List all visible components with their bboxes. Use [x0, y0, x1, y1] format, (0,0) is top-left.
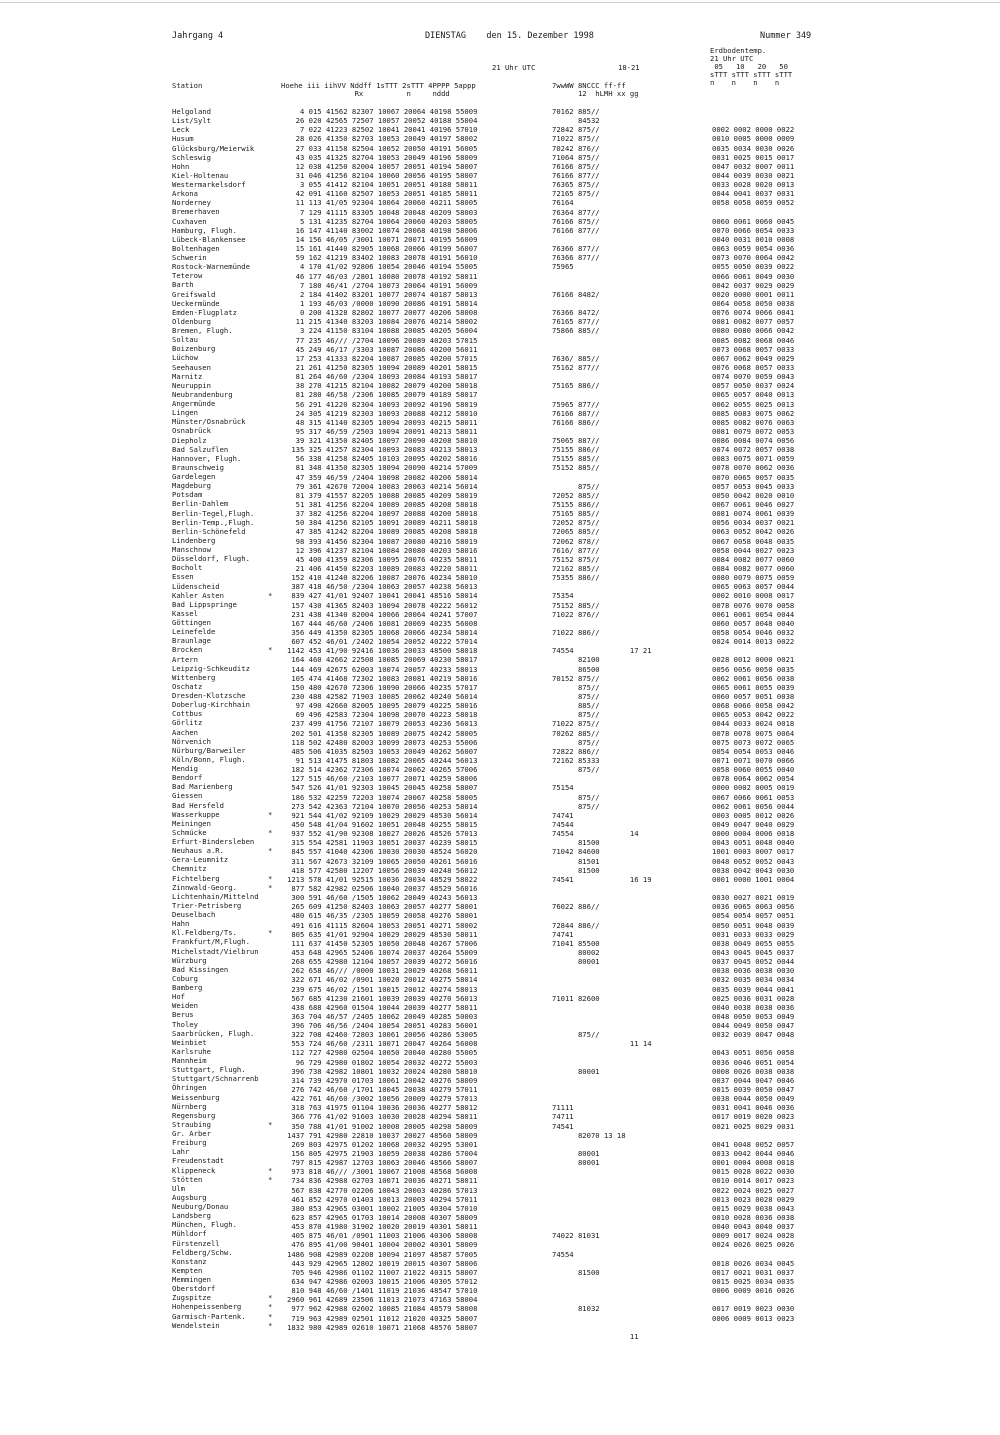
station-name: Straubing — [172, 1119, 211, 1129]
mountain-marker — [268, 983, 272, 992]
mountain-marker: * — [268, 1302, 273, 1312]
mountain-marker — [268, 700, 272, 709]
station-name: Stuttgart, Flugh. — [172, 1065, 246, 1075]
mountain-marker — [268, 116, 272, 125]
mountain-marker — [268, 1138, 272, 1147]
mountain-marker — [268, 1184, 272, 1193]
station-name: Düsseldorf, Flugh. — [172, 554, 250, 564]
station-name: Bamberg — [172, 983, 203, 992]
mountain-marker — [268, 1102, 272, 1111]
station-name: Saarbrücken, Flugh. — [172, 1028, 255, 1038]
mountain-marker — [268, 125, 272, 134]
station-name: Konstanz — [172, 1256, 207, 1266]
mountain-marker — [268, 1047, 272, 1056]
station-name: Gera-Leumnitz — [172, 855, 229, 865]
mountain-marker — [268, 718, 272, 727]
station-name: Oschatz — [172, 681, 203, 691]
station-name: Magdeburg — [172, 481, 211, 491]
station-name: Artern — [172, 654, 198, 664]
station-name: Oldenburg — [172, 316, 211, 326]
station-name: Bocholt — [172, 563, 203, 573]
mountain-marker — [268, 618, 272, 627]
mountain-marker — [268, 910, 272, 919]
station-name: Neuhaus a.R. — [172, 846, 224, 856]
mountain-marker — [268, 335, 272, 344]
station-name: Boltenhagen — [172, 243, 220, 253]
station-name: Schwerin — [172, 253, 207, 262]
station-name: Nürnberg — [172, 1101, 207, 1111]
mountain-marker — [268, 1193, 272, 1202]
station-name: Karlsruhe — [172, 1046, 211, 1056]
weather-header-row1: 7wwWW 8NCCC ff-ff — [552, 81, 626, 90]
mountain-marker — [268, 782, 272, 791]
mountain-marker — [268, 600, 272, 609]
mountain-marker — [268, 609, 272, 618]
station-name: Klippeneck — [172, 1165, 216, 1175]
station-name: Kiel-Holtenau — [172, 170, 229, 180]
station-name: Cuxhaven — [172, 216, 207, 226]
station-name: Leck — [172, 125, 190, 135]
mountain-marker — [268, 481, 272, 490]
mountain-marker — [268, 162, 272, 171]
station-name: Lindenberg — [172, 535, 216, 545]
station-name: Erfurt-Bindersleben — [172, 837, 255, 846]
mountain-marker — [268, 372, 272, 381]
mountain-marker — [268, 235, 272, 244]
station-name: Kahler Asten — [172, 590, 224, 600]
mountain-marker — [268, 472, 272, 481]
station-column — [172, 107, 259, 1330]
mountain-marker — [268, 107, 272, 116]
station-name: Helgoland — [172, 107, 211, 116]
mountain-marker — [268, 180, 272, 189]
mountain-marker — [268, 271, 272, 280]
mountain-marker — [268, 1056, 272, 1065]
obs-time-label: 21 Uhr UTC — [492, 63, 536, 72]
mountain-marker — [268, 217, 272, 226]
station-name: Ulm — [172, 1183, 185, 1193]
code-header-row1: Hoehe iii iihVV Nddff 1sTTT 2sTTT 4PPPP 5appp — [281, 81, 476, 90]
mountain-marker — [268, 244, 272, 253]
station-name: Memmingen — [172, 1275, 211, 1284]
mountain-marker — [268, 1083, 272, 1092]
station-name: Neubrandenburg — [172, 389, 233, 399]
mountain-marker: * — [268, 1174, 273, 1184]
mountain-marker — [268, 171, 272, 180]
station-name: Berlin-Dahlem — [172, 499, 229, 509]
station-name: Lüdenscheid — [172, 581, 220, 591]
mountain-marker — [268, 1111, 272, 1120]
station-name: Berlin-Temp.,Flugh. — [172, 517, 255, 527]
station-name: Norderney — [172, 198, 211, 208]
mountain-marker — [268, 554, 272, 563]
station-name: Osnabrück — [172, 426, 211, 436]
station-name: Mendig — [172, 764, 198, 773]
mountain-marker — [268, 144, 272, 153]
station-name: Bad Salzuflen — [172, 444, 229, 454]
mountain-marker: * — [268, 1119, 273, 1129]
station-name: Teterow — [172, 271, 203, 281]
station-name: Arkona — [172, 189, 198, 199]
mountain-marker — [268, 399, 272, 408]
station-name: Wasserkuppe — [172, 809, 220, 819]
mountain-marker — [268, 436, 272, 445]
mountain-marker — [268, 353, 272, 362]
mountain-marker — [268, 134, 272, 143]
station-name: Brocken — [172, 645, 203, 655]
mountain-marker: * — [268, 809, 273, 819]
station-name: München, Flugh. — [172, 1220, 237, 1230]
station-name: Barth — [172, 280, 194, 290]
station-name: Fürstenzell — [172, 1238, 220, 1248]
mountain-marker — [268, 1129, 272, 1138]
station-name: Marnitz — [172, 371, 203, 381]
mountain-marker — [268, 627, 272, 636]
station-name: Schmücke — [172, 827, 207, 837]
station-name: Mühldorf — [172, 1229, 207, 1239]
period-label: 18-21 — [618, 63, 640, 72]
mountain-marker — [268, 636, 272, 645]
mountain-marker — [268, 1147, 272, 1156]
mountain-marker — [268, 947, 272, 956]
station-name: Hohenpeissenberg — [172, 1302, 242, 1312]
mountain-marker — [268, 956, 272, 965]
mountain-marker — [268, 536, 272, 545]
mountain-marker — [268, 746, 272, 755]
mountain-marker: * — [268, 1165, 273, 1175]
station-name: Deuselbach — [172, 910, 216, 919]
issue-number: Nummer 349 — [760, 31, 812, 41]
mountain-marker: * — [268, 827, 273, 837]
mountain-marker — [268, 1156, 272, 1165]
station-name: Weinbiet — [172, 1037, 207, 1047]
code-header-row2: Rx n nddd — [281, 89, 450, 98]
volume-label: Jahrgang 4 — [172, 31, 224, 41]
mountain-marker — [268, 381, 272, 390]
station-name: Frankfurt/M,Flugh. — [172, 937, 250, 947]
station-name: Hof — [172, 992, 185, 1002]
mountain-marker — [268, 855, 272, 864]
station-name: Schleswig — [172, 152, 211, 162]
mountain-marker — [268, 189, 272, 198]
station-name: Fichtelberg — [172, 873, 220, 883]
mountain-marker — [268, 1029, 272, 1038]
mountain-marker — [268, 709, 272, 718]
mountain-marker — [268, 1220, 272, 1229]
issue-date: DIENSTAG den 15. Dezember 1998 — [425, 31, 594, 41]
mountain-marker — [268, 1284, 272, 1293]
mountain-marker — [268, 655, 272, 664]
station-name: Glücksburg/Meierwik — [172, 143, 255, 153]
mountain-marker — [268, 1202, 272, 1211]
station-name: Nürburg/Barweiler — [172, 745, 246, 755]
station-name: Göttingen — [172, 618, 211, 627]
station-name: Regensburg — [172, 1110, 216, 1120]
station-name: Tholey — [172, 1019, 198, 1029]
mountain-marker — [268, 1093, 272, 1102]
mountain-marker — [268, 965, 272, 974]
synop-code-column: 4 015 41562 82307 10067 20064 40198 55009 26 020 42565 72507 10057 20052 40188 55004 7 022 41223 82502 10041 20041 40196 57010 28 026 41350 82703 10053 20049 40197 58002 27 033 41158 82504 10052 20050 40191 56005 43 035 41325 82704 10053 20049 40196 58009 12 038 41250 82004 10057 20051 40194 58007 31 046 41256 82104 10060 20056 40195 58007 3 055 41412 82104 10051 20051 40188 58011 42 091 41160 82507 10053 20051 40185 58011 11 113 41/05 92304 10064 20060 40211 58005 7 129 41115 83305 10048 20048 40209 58003 5 131 41235 82704 10064 20060 40203 58005 16 147 41140 83002 10074 20068 40198 58006 14 156 46/05 /3001 10071 20071 40195 56009 15 161 41440 82905 10068 20066 40199 56007 59 162 41219 83402 10083 20078 40191 56010 4 170 41/02 92806 10054 20046 40194 55005 46 177 46/03 /2801 10080 20078 40192 58011 7 180 46/41 /2704 10073 20064 40191 56009 2 184 41402 83201 10077 20074 40187 58013 1 193 46/03 /0000 10090 20086 40191 58014 0 200 41328 82802 10077 20077 40206 58008 11 215 41340 83203 10084 20076 40214 58002 3 224 41150 83104 10088 20085 40205 56004 77 235 46/// /2704 10096 20089 40203 57015 45 249 46/17 /3303 10087 20086 40200 56011 17 253 41333 82204 10087 20085 40200 57015 21 261 41250 82305 10094 20089 40201 58015 81 264 46/60 /2304 10093 20084 40193 58017 38 270 41215 82104 10082 20079 40200 58018 81 280 46/58 /2306 10085 20079 40189 58017 56 291 41220 82304 10093 20092 40196 58019 24 305 41219 82303 10093 20088 40212 58010 48 315 41140 82305 10094 20093 40215 58011 95 317 46/59 /2503 10094 20091 40213 58011 39 321 41350 82405 10097 20090 40208 58010 135 325 41257 82304 10093 20083 40213 58013 56 338 41258 82405 10103 20095 40202 58016 81 348 41350 82305 10094 20090 40214 57009 47 359 46/59 /2404 10098 20082 40206 58014 79 361 42670 72004 10083 20063 40214 56014 81 379 41557 82205 10088 20085 40209 58019 51 381 41256 82204 10089 20085 40208 58018 37 382 41256 82204 10097 20088 40200 58018 50 384 41256 82105 10091 20089 40211 58018 47 385 41242 82204 10089 20085 40208 58018 98 393 41456 82304 10087 20080 40216 58019 12 396 41237 82104 10084 20080 40203 58016 45 400 41359 82306 10095 20076 40235 58011 21 406 41450 82203 10089 20083 40220 58011 152 410 41240 82206 10087 20076 40234 58010 387 418 46/50 /2304 10063 20057 40238 56013 839 427 41/01 92407 10041 20041 48516 58014 157 430 41365 82403 10094 20078 40222 56012 231 438 41340 82004 10066 20064 40241 57007 167 444 46/60 /2406 10081 20069 40235 56008 356 449 41350 82305 10068 20066 40234 58014 607 452 46/01 /2402 10054 20052 40222 57014 1142 453 41/90 92416 10036 20033 48500 58018 164 460 42662 22508 10085 20069 40230 58017 144 469 42675 62003 10074 20057 40233 58013 105 474 41468 72302 10083 20081 40219 58016 150 480 42670 72306 10090 20066 40235 57017 230 488 42582 71903 10085 20062 40240 56014 97 490 42660 82005 10095 20079 40225 58016 69 496 42583 72304 10098 20070 40223 58018 237 499 41756 72107 10079 20053 40236 56013 202 501 41358 82305 10089 20075 40242 58005 118 502 42480 82003 10099 20073 40253 55006 485 506 41035 82503 10053 20049 40262 56007 91 513 41475 81803 10082 20065 40244 56013 182 514 42362 72306 10074 20062 40265 57006 127 515 46/60 /2103 10077 20071 40259 58006 547 526 41/01 92303 10045 20045 40258 58007 186 532 42259 72203 10074 20067 40258 58005 273 542 42363 72104 10070 20056 40253 58014 921 544 41/02 92109 10029 20029 48530 56014 450 548 41/04 91602 10051 20048 40255 58015 937 552 41/90 92308 10027 20026 48526 57013 315 554 42581 11903 10051 20037 40239 58015 845 557 41040 42306 10030 20030 48524 56020 311 567 42673 32109 10065 20050 40261 56016 418 577 42580 12207 10056 20039 40248 56012 1213 578 41/01 92515 10036 20034 48529 58022 877 582 42982 02506 10040 20037 48529 56016 300 591 46/60 /1505 10062 20049 40243 56013 265 609 41250 82403 10063 20057 40277 58001 480 615 46/35 /2305 10059 20058 40276 58001 491 616 41115 82604 10053 20051 40271 58002 805 635 41/01 92904 10029 20029 48530 58011 111 637 41450 52305 10050 20048 40267 57006 453 648 42965 52406 10074 20037 40264 55009 268 655 42980 12104 10057 20039 40272 56016 262 658 46/// /0000 10031 20029 40268 56011 322 671 46/02 /0901 10020 20012 40275 58014 239 675 46/02 /1501 10015 20012 40274 58013 567 685 41230 21601 10039 20039 40270 56013 438 688 42960 01504 10044 20039 40277 58011 363 704 46/57 /2405 10062 20049 40285 50003 396 706 46/56 /2404 10054 20051 40283 56001 322 708 42460 72803 10061 20056 40286 53005 553 724 46/60 /2311 10071 20047 40264 56008 112 727 42980 02504 10050 20040 40280 55005 96 729 42980 01802 10054 20032 40272 55003 396 738 42982 10801 10032 20024 40280 58010 314 739 42970 01703 10061 20042 40276 58009 276 742 46/60 /1701 10045 20038 40279 57011 422 761 46/60 /3002 10056 20009 40279 57013 318 763 41975 01104 10036 20036 40277 58012 366 776 41/02 91603 10030 20028 40294 58011 350 788 41/01 91002 10008 20005 40298 58009 1437 791 42980 22810 10037 20027 48560 58009 269 803 42975 01202 10068 20032 40295 53001 156 805 42975 21903 10059 20038 40286 57004 797 815 42987 12703 10063 20046 48566 58007 973 818 46/// /3001 10067 21008 48568 56008 734 836 42988 02703 10071 20036 40271 58011 567 838 42770 02206 10043 20003 40286 57013 461 852 42970 01403 10013 20003 40294 57011 380 853 42965 03001 10002 21005 40304 57010 623 857 42965 01703 10014 20008 40307 58009 453 870 41980 31902 10020 20019 40301 58011 405 875 46/01 /0901 11003 21006 40306 58008 476 895 41/00 90401 10004 20002 40301 58009 1486 908 42989 02208 10094 21097 48587 57005 443 929 42965 12802 10019 20015 40307 58006 705 946 42986 01102 11007 21022 40315 58007 634 947 42986 02003 10015 21006 40305 57012 810 948 46/60 /1401 11019 21036 48547 57010 2960 961 42689 23506 11013 21073 47163 58004 977 962 42988 02602 10085 21084 48579 58008 719 963 42989 02501 11012 21020 40325 58007 1832 980 42989 02610 10071 21068 48576 58007 — [287, 107, 478, 1332]
mountain-marker — [268, 463, 272, 472]
mountain-marker — [268, 390, 272, 399]
mountain-marker — [268, 527, 272, 536]
station-name: Manschnow — [172, 545, 211, 554]
station-name: Giessen — [172, 791, 203, 801]
station-name: Berlin-Schönefeld — [172, 526, 246, 536]
station-name: Bad Kissingen — [172, 964, 229, 974]
station-name: Landsberg — [172, 1211, 211, 1221]
mountain-marker — [268, 764, 272, 773]
station-name: Hahn — [172, 919, 190, 929]
mountain-marker — [268, 801, 272, 810]
station-name: Wittenberg — [172, 672, 216, 682]
scan-artifact-line — [0, 2, 1000, 3]
station-name: Görlitz — [172, 718, 203, 728]
station-name: Soltau — [172, 335, 198, 345]
mountain-marker — [268, 937, 272, 946]
mountain-marker — [268, 919, 272, 928]
mountain-marker — [268, 1010, 272, 1019]
mountain-marker — [268, 363, 272, 372]
station-name: Trier-Petrisberg — [172, 900, 242, 910]
mountain-marker: * — [268, 590, 273, 600]
mountain-marker: * — [268, 873, 273, 883]
mountain-marker — [268, 1065, 272, 1074]
mountain-marker — [268, 572, 272, 581]
station-name: Bendorf — [172, 773, 203, 783]
station-name: Gardelegen — [172, 472, 216, 481]
mountain-marker — [268, 408, 272, 417]
mountain-marker: * — [268, 882, 273, 892]
mountain-marker — [268, 226, 272, 235]
station-name: Greifswald — [172, 289, 216, 299]
mountain-marker — [268, 290, 272, 299]
station-name: Hamburg, Flugh. — [172, 225, 237, 235]
station-name: Lichtenhain/Mittelnd — [172, 891, 259, 901]
station-name: Feldberg/Schw. — [172, 1247, 233, 1257]
station-name: Stuttgart/Schnarrenb — [172, 1074, 259, 1084]
station-name: Kassel — [172, 608, 198, 618]
mountain-marker — [268, 280, 272, 289]
station-name: Bremerhaven — [172, 207, 220, 217]
mountain-marker — [268, 664, 272, 673]
weather-code-column: 70162 885// 84532 72842 875// 71022 875// 70242 876// 71064 875// 76166 875// 76166 877// 76365 875// 72165 875// 76164 76364 877// 76166 875// 76166 877// 76366 877// 76366 877// 75965 76166 8482/ 76366 8472/ 76165 877// 75866 885// 7636/ 885// 75162 877// 75165 886// 75965 877// 76166 887// 76166 886// 75065 887// 75155 886// 75155 885// 75152 885// 875// 72052 885// 75155 886// 75165 885// 72052 875// 72065 885// 72062 878// 7616/ 877// 75152 875// 72162 885// 75355 886// 75354 75152 885// 71022 876// 71022 886// 74554 17 21 82100 86500 70152 875// 875// 875// 885// 875// 71022 875// 70262 885// 875// 72822 886// 72162 85333 875// 75154 875// 875// 74741 74544 74554 14 81500 71042 84600 81501 81500 74541 16 19 76022 886// 72844 886// 74741 71041 85500 80002 80001 71011 82600 875// 11 14 80001 71111 74711 74541 82070 13 18 80001 80001 74022 81031 74554 81500 81032 11 — [552, 107, 652, 1341]
mountain-marker — [268, 1038, 272, 1047]
station-name: Lüchow — [172, 353, 198, 363]
station-name: Angermünde — [172, 399, 216, 408]
mountain-marker — [268, 426, 272, 435]
station-name: Hohn — [172, 161, 190, 171]
mountain-marker — [268, 673, 272, 682]
station-name: Köln/Bonn, Flugh. — [172, 754, 246, 764]
station-name: Mannheim — [172, 1056, 207, 1065]
station-name: Lahr — [172, 1147, 190, 1157]
station-name: Freiburg — [172, 1138, 207, 1148]
station-name: Nörvenich — [172, 736, 211, 746]
mountain-marker — [268, 1211, 272, 1220]
mountain-marker — [268, 344, 272, 353]
station-name: Hannover, Flugh. — [172, 453, 242, 463]
mountain-marker — [268, 1001, 272, 1010]
station-name: Freudenstadt — [172, 1156, 224, 1166]
mountain-marker — [268, 198, 272, 207]
station-name: Weiden — [172, 1001, 198, 1011]
mountain-marker — [268, 901, 272, 910]
station-name: Coburg — [172, 973, 198, 983]
station-name: Michelstadt/Vielbrun — [172, 946, 259, 956]
station-name: Berus — [172, 1010, 194, 1020]
mountain-marker — [268, 308, 272, 317]
station-name: Boizenburg — [172, 344, 216, 354]
station-name: Ueckermünde — [172, 298, 220, 308]
station-name: Braunschweig — [172, 462, 224, 472]
station-name: Lingen — [172, 408, 198, 418]
station-name: Zinnwald-Georg. — [172, 882, 237, 892]
station-name: Öhringen — [172, 1083, 207, 1093]
station-name: Essen — [172, 572, 194, 582]
mountain-marker — [268, 1248, 272, 1257]
station-name: Chemnitz — [172, 864, 207, 874]
station-name: Diepholz — [172, 435, 207, 445]
mountain-marker — [268, 1266, 272, 1275]
station-name: Stötten — [172, 1174, 203, 1184]
mountain-marker — [268, 326, 272, 335]
mountain-marker — [268, 691, 272, 700]
mountain-marker — [268, 317, 272, 326]
station-name: Leinefelde — [172, 627, 216, 637]
station-name: Neuburg/Donau — [172, 1202, 229, 1211]
station-name: Bad Hersfeld — [172, 800, 224, 810]
station-name: Kempten — [172, 1265, 203, 1275]
mountain-marker — [268, 1275, 272, 1284]
station-name: Oberstdorf — [172, 1284, 216, 1294]
station-name: List/Sylt — [172, 116, 211, 126]
mountain-marker — [268, 563, 272, 572]
station-name: Husum — [172, 134, 194, 144]
weather-header-row2: 12 hLMH xx gg — [552, 89, 639, 98]
mountain-marker — [268, 1257, 272, 1266]
mountain-marker — [268, 837, 272, 846]
mountain-marker — [268, 1020, 272, 1029]
mountain-marker — [268, 992, 272, 1001]
station-name: Rostock-Warnemünde — [172, 262, 250, 272]
station-name: Würzburg — [172, 955, 207, 965]
mountain-marker: * — [268, 645, 273, 655]
station-name: Weissenburg — [172, 1092, 220, 1102]
station-name: Bad Marienberg — [172, 782, 233, 792]
soil-temp-header: Erdbodentemp. 21 Uhr UTC 05 10 20 50 sTTT sTTT sTTT sTTT n n n n — [710, 46, 793, 87]
mountain-marker — [268, 262, 272, 271]
mountain-marker — [268, 682, 272, 691]
mountain-marker — [268, 518, 272, 527]
station-name: Bremen, Flugh. — [172, 326, 233, 335]
mountain-marker — [268, 417, 272, 426]
station-name: Potsdam — [172, 490, 203, 500]
station-name: Gr. Arber — [172, 1129, 211, 1138]
station-name: Emden-Flugplatz — [172, 307, 237, 317]
mountain-marker — [268, 864, 272, 873]
mountain-marker — [268, 755, 272, 764]
mountain-marker — [268, 1239, 272, 1248]
mountain-marker — [268, 892, 272, 901]
mountain-marker — [268, 773, 272, 782]
station-name: Augsburg — [172, 1192, 207, 1202]
station-name: Münster/Osnabrück — [172, 417, 246, 427]
soil-temperature-column: 0002 0002 0000 0022 0010 0005 0000 0009 0035 0034 0030 0026 0031 0025 0015 0017 0047 0032 0007 0011 0044 0039 0030 0021 0033 0028 0020 0013 0044 0041 0037 0031 0058 0058 0059 0052 0060 0061 0060 0045 0070 0066 0054 0033 0040 0031 0010 0008 0063 0059 0054 0036 0073 0070 0064 0042 0055 0050 0039 0022 0066 0061 0049 0030 0042 0037 0029 0029 0020 0000 0001 0011 0064 0058 0050 0038 0076 0074 0066 0041 0081 0082 0077 0057 0080 0080 0066 0042 0085 0082 0068 0046 0073 0068 0057 0033 0067 0062 0049 0029 0076 0068 0057 0033 0074 0070 0059 0043 0057 0050 0037 0024 0065 0057 0040 0013 0062 0055 0025 0013 0085 0083 0075 0062 0085 0082 0076 0063 0081 0079 0072 0053 0086 0084 0074 0056 0074 0072 0057 0038 0083 0075 0071 0059 0078 0070 0062 0036 0070 0065 0057 0035 0057 0053 0045 0033 0050 0042 0020 0010 0067 0061 0046 0027 0081 0074 0061 0039 0056 0034 0037 0021 0063 0052 0042 0026 0067 0058 0048 0035 0058 0044 0027 0023 0084 0082 0077 0060 0084 0082 0077 0060 0080 0079 0075 0059 0065 0063 0057 0044 0002 0010 0008 0017 0078 0076 0070 0058 0061 0061 0054 0044 0060 0057 0048 0040 0058 0054 0046 0032 0024 0014 0013 0022 0028 0012 0000 0021 0056 0056 0050 0035 0062 0061 0056 0038 0065 0061 0055 0039 0060 0057 0051 0038 0068 0066 0058 0042 0065 0053 0042 0022 0044 0033 0024 0018 0078 0078 0075 0064 0075 0073 0072 0065 0054 0054 0053 0046 0071 0071 0070 0066 0058 0060 0055 0040 0078 0064 0062 0054 0000 0002 0005 0019 0067 0066 0061 0053 0062 0061 0056 0044 0003 0005 0012 0026 0049 0047 0040 0029 0000 0004 0006 0018 0043 0051 0048 0040 1001 0003 0007 0017 0048 0052 0052 0043 0038 0042 0043 0030 0001 0000 1001 0004 0030 0027 0021 0019 0036 0065 0063 0056 0054 0054 0057 0051 0050 0051 0048 0039 0031 0033 0033 0029 0038 0049 0055 0055 0043 0045 0045 0037 0037 0045 0052 0044 0038 0036 0038 0030 0032 0035 0034 0034 0035 0039 0044 0041 0025 0036 0031 0028 0040 0038 0038 0036 0048 0050 0053 0049 0044 0049 0050 0047 0032 0039 0047 0048 0043 0051 0056 0058 0036 0046 0051 0054 0008 0026 0038 0038 0037 0044 0047 0046 0015 0039 0050 0047 0038 0044 0050 0049 0031 0041 0046 0036 0017 0019 0020 0023 0021 0025 0029 0031 0041 0048 0052 0057 0033 0042 0044 0046 0001 0004 0008 0018 0015 0028 0022 0030 0010 0014 0017 0023 0022 0024 0025 0027 0013 0023 0028 0029 0015 0029 0038 0043 0010 0028 0036 0038 0040 0043 0040 0037 0009 0017 0024 0028 0024 0026 0025 0026 0018 0026 0034 0045 0017 0021 0031 0037 0015 0025 0034 0035 0006 0009 0016 0026 0017 0019 0023 0030 0006 0009 0013 0023 — [712, 125, 795, 1323]
station-name: Doberlug-Kirchhain — [172, 700, 250, 710]
station-name: Braunlage — [172, 636, 211, 646]
mountain-marker: * — [268, 1320, 273, 1330]
mountain-marker: * — [268, 1293, 273, 1303]
mountain-marker — [268, 454, 272, 463]
station-name: Bad Lippspringe — [172, 599, 237, 609]
mountain-marker — [268, 582, 272, 591]
mountain-marker — [268, 728, 272, 737]
mountain-marker — [268, 509, 272, 518]
station-name: Seehausen — [172, 362, 211, 372]
station-name: Meiningen — [172, 818, 211, 828]
station-name: Lübeck-Blankensee — [172, 234, 246, 244]
mountain-marker — [268, 1229, 272, 1238]
mountain-marker — [268, 299, 272, 308]
station-name: Neuruppin — [172, 380, 211, 390]
mountain-marker: * — [268, 846, 273, 856]
station-header: Station — [172, 81, 203, 90]
mountain-marker — [268, 545, 272, 554]
mountain-marker — [268, 153, 272, 162]
mountain-marker — [268, 445, 272, 454]
mountain-marker — [268, 737, 272, 746]
mountain-marker — [268, 791, 272, 800]
station-name: Cottbus — [172, 709, 203, 719]
mountain-marker — [268, 253, 272, 262]
mountain-marker: * — [268, 1311, 273, 1321]
station-name: Wendelstein — [172, 1320, 220, 1330]
station-name: Dresden-Klotzsche — [172, 691, 246, 700]
station-name: Zugspitze — [172, 1293, 211, 1303]
station-name: Kl.Feldberg/Ts. — [172, 928, 237, 938]
mountain-marker — [268, 1074, 272, 1083]
station-name: Aachen — [172, 727, 198, 737]
mountain-marker — [268, 207, 272, 216]
mountain-marker — [268, 819, 272, 828]
station-name: Garmisch-Partenk. — [172, 1311, 246, 1321]
station-name: Westermarkelsdorf — [172, 180, 246, 189]
station-name: Berlin-Tegel,Flugh. — [172, 508, 255, 518]
mountain-marker — [268, 974, 272, 983]
mountain-marker: * — [268, 928, 273, 938]
station-name: Leipzig-Schkeuditz — [172, 663, 250, 673]
mountain-marker-column — [268, 107, 272, 1330]
mountain-marker — [268, 499, 272, 508]
mountain-marker — [268, 490, 272, 499]
